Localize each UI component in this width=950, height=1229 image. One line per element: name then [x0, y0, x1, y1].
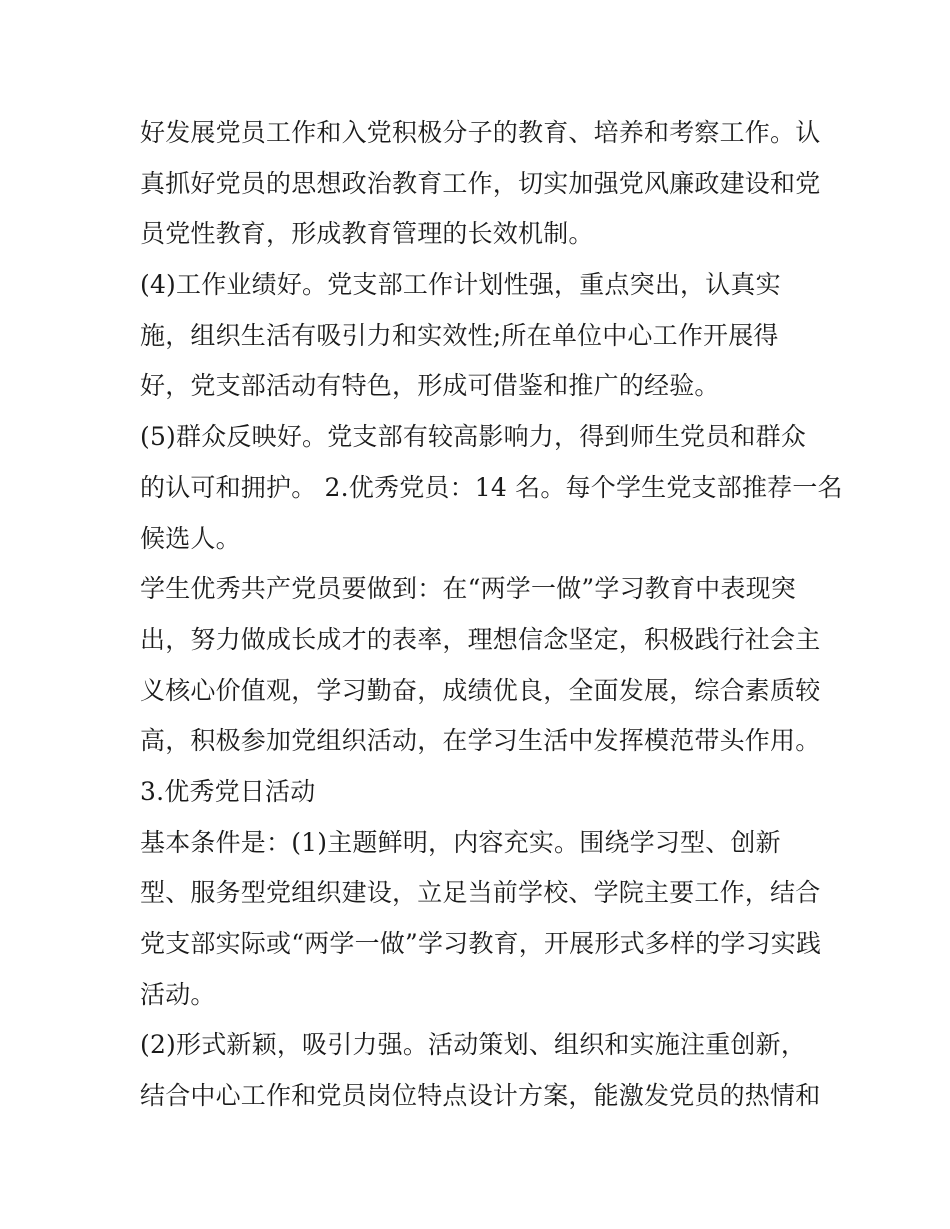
text-line: 3.优秀党日活动: [140, 776, 316, 806]
text-line: 学生优秀共产党员要做到：在“两学一做”学习教育中表现突: [140, 574, 796, 604]
text-line: 好，党支部活动有特色，形成可借鉴和推广的经验。: [140, 371, 720, 401]
text-line: 员党性教育，形成教育管理的长效机制。: [140, 219, 594, 249]
text-line: 基本条件是：(1)主题鲜明，内容充实。围绕学习型、创新: [140, 827, 781, 857]
document-body: [140, 108, 843, 1122]
text-line: (2)形式新颖，吸引力强。活动策划、组织和实施注重创新，: [140, 1030, 807, 1060]
text-line: (5)群众反映好。党支部有较高影响力，得到师生党员和群众: [140, 422, 807, 452]
text-line: 高，积极参加党组织活动，在学习生活中发挥模范带头作用。: [140, 726, 821, 756]
text-line: 结合中心工作和党员岗位特点设计方案，能激发党员的热情和: [140, 1081, 821, 1111]
text-line: 义核心价值观，学习勤奋，成绩优良，全面发展，综合素质较: [140, 675, 821, 705]
text-line: 党支部实际或“两学一做”学习教育，开展形式多样的学习实践: [140, 929, 822, 958]
text-line: 的认可和拥护。 2.优秀党员：14 名。每个学生党支部推荐一名: [140, 472, 843, 502]
text-line: (4)工作业绩好。党支部工作计划性强，重点突出，认真实: [140, 270, 781, 300]
text-line: 型、服务型党组织建设，立足当前学校、学院主要工作，结合: [140, 878, 821, 908]
text-line: 真抓好党员的思想政治教育工作，切实加强党风廉政建设和党: [140, 168, 821, 198]
text-line: 活动。: [140, 979, 216, 1009]
text-line: 候选人。: [140, 523, 241, 553]
text-line: 出，努力做成长成才的表率，理想信念坚定，积极践行社会主: [140, 624, 821, 654]
text-line: 好发展党员工作和入党积极分子的教育、培养和考察工作。认: [140, 118, 821, 147]
text-line: 施，组织生活有吸引力和实效性;所在单位中心工作开展得: [140, 320, 779, 350]
